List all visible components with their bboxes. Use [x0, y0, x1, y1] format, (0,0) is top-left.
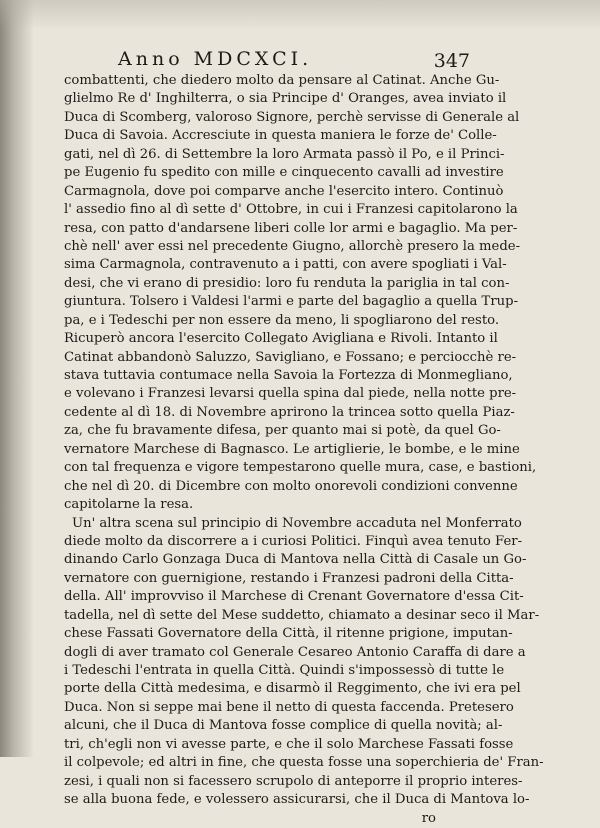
text-line: zesi, i quali non si facessero scrupolo di anteporre il proprio interes-: [64, 773, 523, 789]
text-line: Duca. Non si seppe mai bene il netto di questa faccenda. Pretesero: [64, 699, 514, 715]
text-line: desi, che vi erano di presidio: loro fu renduta la pariglia in tal con-: [64, 275, 510, 291]
catchword: ro: [421, 810, 436, 826]
text-line: Duca di Savoia. Accresciute in questa maniera le forze de' Colle-: [64, 128, 497, 144]
text-line: che nel dì 20. di Dicembre con molto onorevoli condizioni convenne: [64, 478, 518, 494]
text-line: pa, e i Tedeschi per non essere da meno, li spogliarono del resto.: [64, 312, 500, 328]
running-header: [96, 44, 468, 74]
text-line: i Tedeschi l'entrata in quella Città. Quindi s'impossessò di tutte le: [64, 663, 505, 678]
text-line: resa, con patto d'andarsene liberi colle lor armi e bagaglio. Ma per-: [64, 220, 518, 236]
body-text: [64, 72, 544, 828]
text-line: giuntura. Tolsero i Valdesi l'armi e parte del bagaglio a quella Trup-: [64, 294, 519, 310]
text-line: Un' altra scena sul principio di Novembre accaduta nel Monferrato: [72, 515, 522, 531]
text-line: combattenti, che diedero molto da pensare al Catinat. Anche Gu-: [64, 73, 500, 88]
text-line: vernatore con guernigione, restando i Franzesi padroni della Citta-: [64, 570, 514, 586]
text-line: se alla buona fede, e volessero assicurarsi, che il Duca di Mantova lo-: [64, 792, 530, 808]
page-gutter-shadow: [0, 0, 34, 757]
text-line: alcuni, che il Duca di Mantova fosse complice di quella novità; al-: [64, 718, 503, 734]
page-top-shade: [0, 0, 600, 30]
text-line: Catinat abbandonò Saluzzo, Savigliano, e Fossano; e perciocchè re-: [64, 349, 517, 365]
text-line: l' assedio fino al dì sette d' Ottobre, in cui i Franzesi capitolarono la: [64, 202, 518, 218]
text-line: vernatore Marchese di Bagnasco. Le artiglierie, le bombe, e le mine: [64, 441, 520, 457]
text-line: dinando Carlo Gonzaga Duca di Mantova nella Città di Casale un Go-: [64, 552, 527, 568]
text-line: tadella, nel dì sette del Mese suddetto, chiamato a desinar seco il Mar-: [64, 607, 540, 623]
text-line: e volevano i Franzesi levarsi quella spina dal piede, nella notte pre-: [64, 386, 517, 402]
text-line: cedente al dì 18. di Novembre aprirono la trincea sotto quella Piaz-: [64, 404, 515, 420]
text-line: sima Carmagnola, contravenuto a i patti, con avere spogliati i Val-: [64, 257, 507, 273]
text-line: Duca di Scomberg, valoroso Signore, perchè servisse di Generale al: [64, 109, 520, 125]
text-line: porte della Città medesima, e disarmò il Reggimento, che ivi era pel: [64, 681, 521, 697]
text-line: gati, nel dì 26. di Settembre la loro Armata passò il Po, e il Princi-: [64, 146, 505, 162]
page-number: 347: [433, 50, 470, 72]
text-line: capitolarne la resa.: [64, 497, 194, 513]
text-line: il colpevole; ed altri in fine, che questa fosse una soperchieria de' Fran-: [64, 755, 544, 771]
text-line: dogli di aver tramato col Generale Cesareo Antonio Caraffa di dare a: [64, 644, 526, 660]
text-line: Ricuperò ancora l'esercito Collegato Avigliana e Rivoli. Intanto il: [64, 331, 498, 347]
text-line: stava tuttavia contumace nella Savoia la Fortezza di Monmegliano,: [64, 368, 513, 383]
text-line: con tal frequenza e vigore tempestarono quelle mura, case, e bastioni,: [64, 460, 537, 476]
text-line: della. All' improvviso il Marchese di Crenant Governatore d'essa Cit-: [64, 589, 524, 605]
text-line: glielmo Re d' Inghilterra, o sia Principe d' Oranges, avea inviato il: [64, 91, 507, 107]
text-line: chè nell' aver essi nel precedente Giugno, allorchè presero la mede-: [64, 238, 521, 254]
text-line: tri, ch'egli non vi avesse parte, e che il solo Marchese Fassati fosse: [64, 736, 514, 752]
header-title: Anno MDCXCI.: [118, 48, 313, 70]
text-line: za, che fu bravamente difesa, per quanto mai si potè, da quel Go-: [64, 423, 501, 439]
text-line: chese Fassati Governatore della Città, il ritenne prigione, imputan-: [64, 626, 513, 642]
text-line: diede molto da discorrere a i curiosi Politici. Finquì avea tenuto Fer-: [64, 533, 523, 549]
text-line: Carmagnola, dove poi comparve anche l'esercito intero. Continuò: [64, 183, 504, 199]
text-line: pe Eugenio fu spedito con mille e cinquecento cavalli ad investire: [64, 165, 504, 181]
